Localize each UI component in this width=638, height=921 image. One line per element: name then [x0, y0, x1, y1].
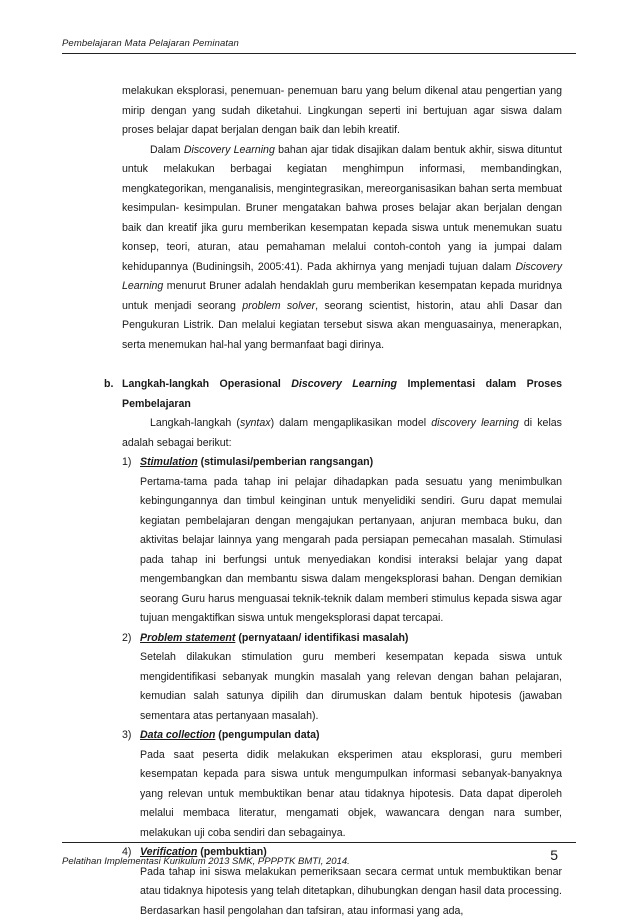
intro-paragraph-2: Dalam Discovery Learning bahan ajar tidak disajikan dalam bentuk akhir, siswa dituntut untuk melakukan berbagai kegiatan menghimpun informasi, membandingkan, mengkategorikan, menganalisis, mengintegrasikan, mereorganisasikan bahan serta membuat kesimpulan- kesimpulan. Bruner mengatakan bahwa proses belajar akan berjalan dengan baik dan kreatif jika guru memberikan kesempatan kepada siswa untuk menemukan suatu konsep, teori, aturan, atau pemahaman melalui contoh-contoh yang ia jumpai dalam kehidupannya (Budiningsih, 2005:41). Pada akhirnya yang menjadi tujuan dalam Discovery Learning menurut Bruner adalah hendaklah guru memberikan kesempatan kepada muridnya untuk menjadi seorang problem solver, seorang scientist, historin, atau ahli Dasar dan Pengukuran Listrik. Dan melalui kegiatan tersebut siswa akan menguasainya, menerapkan, serta menemukan hal-hal yang bermanfaat bagi dirinya. — [104, 141, 562, 356]
footer-text: Pelatihan Implementasi Kurikulum 2013 SMK, PPPPTK BMTI, 2014. — [62, 856, 350, 867]
step-title: 1) Stimulation (stimulasi/pemberian rangsangan) — [104, 453, 562, 473]
step-body: Pada tahap ini siswa melakukan pemeriksaan secara cermat untuk membuktikan benar atau tidaknya hipotesis yang telah ditetapkan, dihubungkan dengan hasil data processing. Berdasarkan hasil pengolahan dan tafsiran, atau informasi yang ada, — [104, 863, 562, 921]
header-rule — [62, 53, 576, 54]
step-body: Pada saat peserta didik melakukan eksperimen atau eksplorasi, guru memberi kesempatan kepada para siswa untuk mengumpulkan informasi sebanyak-banyaknya yang relevan untuk membuktikan benar atau tidaknya hipotesis. Data dapat diperoleh melalui membaca literatur, mengamati objek, wawancara dengan nara sumber, melakukan uji coba sendiri dan sebagainya. — [104, 746, 562, 844]
step-title: 3) Data collection (pengumpulan data) — [104, 726, 562, 746]
section-b-lead: Langkah-langkah (syntax) dalam mengaplikasikan model discovery learning di kelas adalah sebagai berikut: — [104, 414, 562, 453]
step-number: 4) — [122, 843, 131, 863]
step-number: 3) — [122, 726, 131, 746]
step-number: 1) — [122, 453, 131, 473]
step-data-collection — [104, 726, 562, 843]
step-stimulation — [104, 453, 562, 629]
page-content — [104, 82, 562, 921]
step-title: 2) Problem statement (pernyataan/ identifikasi masalah) — [104, 629, 562, 649]
step-problem-statement — [104, 629, 562, 727]
step-number: 2) — [122, 629, 131, 649]
step-body: Setelah dilakukan stimulation guru memberi kesempatan kepada siswa untuk mengidentifikasi sebanyak mungkin masalah yang relevan dengan bahan pelajaran, kemudian salah satunya dipilih dan dirumuskan dalam bentuk hipotesis (jawaban sementara atas pertanyaan masalah). — [104, 648, 562, 726]
intro-paragraph-1: melakukan eksplorasi, penemuan- penemuan baru yang belum dikenal atau pengertian yang mirip dengan yang sudah diketahui. Lingkungan seperti ini bertujuan agar siswa dalam proses belajar dapat berjalan dengan baik dan lebih kreatif. — [104, 82, 562, 141]
page-footer — [62, 842, 576, 869]
section-b-heading: b. Langkah-langkah Operasional Discovery Learning Implementasi dalam Proses Pembelajaran — [104, 375, 562, 414]
page-header: Pembelajaran Mata Pelajaran Peminatan — [62, 38, 576, 49]
section-letter: b. — [104, 375, 113, 395]
page-number: 5 — [550, 847, 558, 863]
step-title: 4) Verification (pembuktian) — [104, 843, 562, 863]
step-body: Pertama-tama pada tahap ini pelajar dihadapkan pada sesuatu yang menimbulkan kebingungannya dan timbul keinginan untuk menyelidiki sendiri. Guru dapat memulai kegiatan pembelajaran dengan mengajukan pertanyaan, anjuran membaca buku, dan aktivitas belajar lainnya yang mengarah pada persiapan pemecahan masalah. Stimulasi pada tahap ini berfungsi untuk menyediakan kondisi interaksi belajar yang dapat mengembangkan dan membantu siswa dalam mengeksplorasi bahan. Dengan demikian seorang Guru harus menguasai teknik-teknik dalam memberi stimulus kepada siswa agar tujuan mengaktifkan siswa untuk mengeksplorasi dapat tercapai. — [104, 473, 562, 629]
